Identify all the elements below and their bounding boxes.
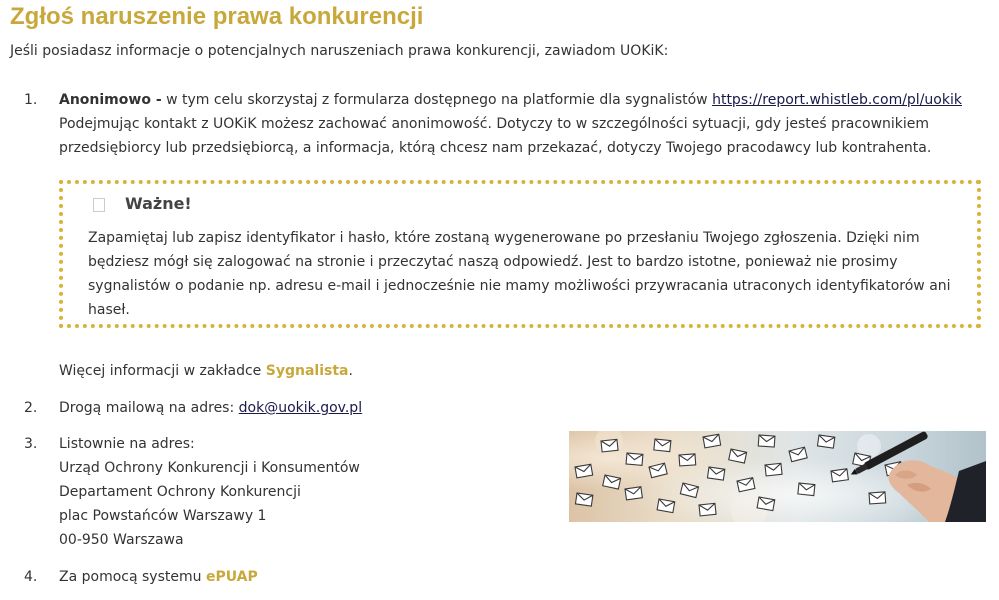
notice-line-2: będziesz mógł się zalogować na stronie i przeczytać naszą odpowiedź. Jest to bardzo istotne, ponieważ nie prosimy [88,254,898,270]
envelopes-hand-pen-image [569,431,986,522]
item-1-line-1 [59,92,962,108]
epuap-link[interactable]: ePUAP [205,569,258,585]
intro-text: Jeśli posiadasz informacje o potencjalnych naruszeniach prawa konkurencji, zawiadom UOKiK: [10,43,669,59]
address-line-3: Departament Ochrony Konkurencji [59,484,301,500]
document-icon [93,198,105,212]
item-4-line [59,569,258,585]
item-1-line-2: Podejmując kontakt z UOKiK możesz zachować anonimowość. Dotyczy to w szczególności sytuacji, gdy jesteś pracownikiem [59,116,930,132]
page-title: Zgłoś naruszenie prawa konkurencji [10,3,424,30]
item-2-text: Drogą mailową na adres: [59,400,239,416]
item-1-more-info [59,363,353,379]
more-info-prefix: Więcej informacji w zakładce [59,363,266,379]
address-line-5: 00-950 Warszawa [59,532,184,548]
item-1-bold: Anonimowo - [59,92,162,108]
whistleb-link[interactable]: https://report.whistleb.com/pl/uokik [712,92,962,108]
address-line-4: plac Powstańców Warszawy 1 [59,508,267,524]
sygnalista-link[interactable]: Sygnalista [265,363,349,379]
list-number-4: 4. [24,569,38,585]
item-1-line-3: przedsiębiorcy lub przedsiębiorcą, a informacja, którą chcesz nam przekazać, dotyczy Twojego pracodawcy lub kontrahenta. [59,140,932,156]
email-link[interactable]: dok@uokik.gov.pl [238,400,363,416]
item-2-line [59,400,362,416]
important-notice [59,180,981,328]
notice-line-3: sygnalistów o podanie np. adresu e-mail i jednocześnie nie mamy możliwości przywracania utraconych identyfikatorów ani [88,278,951,294]
more-info-suffix: . [348,363,353,379]
notice-line-4: haseł. [88,302,130,318]
list-number-1: 1. [24,92,38,108]
notice-heading: Ważne! [125,194,192,213]
address-line-2: Urząd Ochrony Konkurencji i Konsumentów [59,460,360,476]
address-line-1: Listownie na adres: [59,436,195,452]
notice-line-1: Zapamiętaj lub zapisz identyfikator i hasło, które zostaną wygenerowane po przesłaniu Twojego zgłoszenia. Dzięki nim [88,230,920,246]
item-1-text: w tym celu skorzystaj z formularza dostępnego na platformie dla sygnalistów [161,92,713,108]
list-number-2: 2. [24,400,38,416]
item-4-text: Za pomocą systemu [59,569,206,585]
list-number-3: 3. [24,436,38,452]
